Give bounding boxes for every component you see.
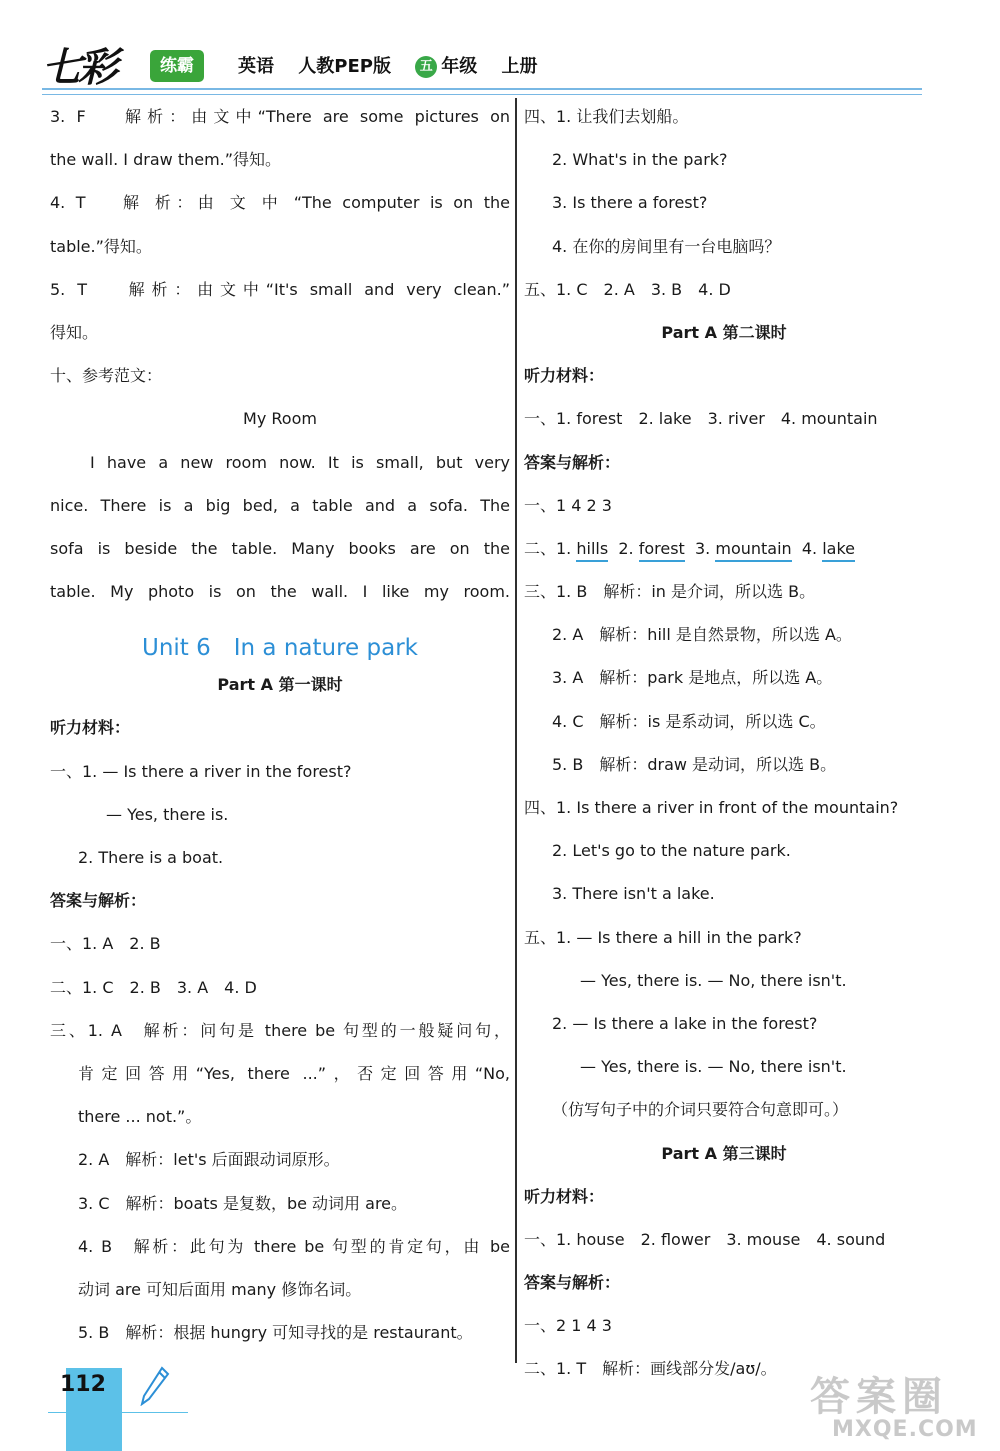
pencil-icon (140, 1366, 170, 1406)
subject-label: 英语 (238, 56, 274, 77)
text-line: — Yes, there is. (106, 804, 229, 824)
text-line: 一、1. — Is there a river in the forest? (50, 761, 352, 781)
underlined-word: mountain (715, 539, 791, 562)
section-heading: 十、参考范文： (50, 366, 163, 386)
answer-line: 2. Let's go to the nature park. (552, 841, 791, 861)
answer-line: 三、1. B 解析：in 是介词，所以选 B。 (524, 582, 816, 602)
brand-badge: 练霸 (150, 50, 204, 82)
answer-line: 五、1. C 2. A 3. B 4. D (524, 279, 731, 299)
text-line: 一、1. house 2. flower 3. mouse 4. sound (524, 1229, 886, 1249)
essay-title: My Room (243, 409, 317, 429)
header-rule (42, 88, 922, 95)
essay-line: table. My photo is on the wall. I like my room. (50, 582, 510, 602)
right-column (524, 100, 924, 1396)
watermark-logo: 答案圈 (810, 1374, 948, 1420)
section-heading: 听力材料： (524, 1186, 605, 1206)
answer-line: 二、1. C 2. B 3. A 4. D (50, 977, 257, 997)
page-number: 112 (60, 1372, 106, 1397)
edition-label: 人教PEP版 (298, 56, 391, 77)
watermark (792, 1365, 992, 1447)
answer-line: 四、1. Is there a river in front of the mountain? (524, 798, 899, 817)
answer-line: 2. A 解析：hill 是自然景物，所以选 A。 (552, 625, 852, 645)
text-line: 2. There is a boat. (78, 848, 224, 867)
column-divider (515, 98, 517, 1363)
watermark-url: MXQE.COM (832, 1417, 978, 1442)
section-heading: 听力材料： (524, 366, 605, 386)
page-header (0, 0, 1000, 95)
note-line: （仿写句子中的介词只要符合句意即可。） (552, 1100, 849, 1120)
answer-line: 5. B 解析：draw 是动词，所以选 B。 (552, 754, 837, 774)
item-number: 2. (618, 538, 634, 558)
text-line: 4. T 解 析：由 文 中 “The computer is on the (50, 193, 510, 213)
lesson-title: Part A 第一课时 (217, 675, 343, 695)
item-number: 4. (801, 538, 818, 558)
answer-line: 4. 在你的房间里有一台电脑吗？ (552, 236, 781, 256)
underlined-word: lake (822, 539, 855, 562)
text-line: 5. T 解析：由文中“It's small and very clean.” (50, 279, 510, 299)
answer-line: 2. — Is there a lake in the forest? (552, 1013, 818, 1033)
answer-line: 二、1. T 解析：画线部分发/aʊ/。 (524, 1359, 777, 1379)
section-heading: 答案与解析： (524, 452, 621, 472)
answer-line: 三、1. A 解析：问句是 there be 句型的一般疑问句， (50, 1020, 510, 1040)
answer-line-underlined (524, 532, 924, 575)
answer-line: 4. B 解析：此句为 there be 句型的肯定句，由 be (78, 1236, 510, 1256)
answer-line: 3. C 解析：boats 是复数，be 动词用 are。 (78, 1193, 408, 1213)
lesson-title: Part A 第二课时 (661, 322, 787, 342)
essay-line: sofa is beside the table. Many books are on the (50, 538, 510, 558)
answer-line: — Yes, there is. — No, there isn't. (580, 1057, 847, 1077)
answer-line: 动词 are 可知后面用 many 修饰名词。 (78, 1279, 362, 1299)
answer-line: 肯定回答用“Yes, there ...”，否定回答用“No, (78, 1063, 510, 1083)
answer-line: 一、2 1 4 3 (524, 1316, 612, 1336)
grade-label: 年级 (441, 56, 478, 77)
answer-line: 一、1. A 2. B (50, 934, 161, 954)
answer-line: there ... not.”。 (78, 1107, 202, 1127)
underlined-word: forest (639, 539, 685, 562)
left-column (50, 100, 510, 1359)
answer-line: 3. There isn't a lake. (552, 884, 715, 904)
essay-line: I have a new room now. It is small, but very (90, 452, 510, 472)
answer-line: 五、1. — Is there a hill in the park? (524, 927, 802, 947)
section-heading: 答案与解析： (524, 1273, 621, 1293)
answer-line: 4. C 解析：is 是系动词，所以选 C。 (552, 711, 826, 731)
answer-line: 5. B 解析：根据 hungry 可知寻找的是 restaurant。 (78, 1323, 473, 1343)
section-heading: 答案与解析： (50, 891, 147, 911)
grade-badge: 五 (415, 56, 437, 78)
volume-label: 上册 (501, 56, 538, 77)
unit-title: Unit 6 In a nature park (142, 635, 418, 662)
text-line: 得知。 (50, 322, 99, 342)
item-number: 3. (695, 538, 711, 558)
footer-rule (48, 1412, 188, 1413)
answer-line: 四、1. 让我们去划船。 (524, 107, 689, 126)
underlined-word: hills (576, 539, 608, 562)
answer-line: 3. A 解析：park 是地点，所以选 A。 (552, 668, 833, 688)
answer-line: 3. Is there a forest? (552, 193, 708, 213)
brand-logo: 七彩 (42, 44, 114, 91)
lesson-title: Part A 第三课时 (661, 1143, 787, 1163)
text-line: 3. F 解析：由文中“There are some pictures on (50, 107, 510, 126)
section-heading: 听力材料： (50, 718, 131, 738)
book-title (238, 52, 538, 78)
answer-line: 一、1 4 2 3 (524, 495, 612, 515)
answer-line: 2. A 解析：let's 后面跟动词原形。 (78, 1150, 340, 1170)
answer-line: — Yes, there is. — No, there isn't. (580, 970, 847, 990)
text-line: the wall. I draw them.”得知。 (50, 150, 282, 170)
answer-prefix: 二、1. (524, 538, 572, 558)
text-line: 一、1. forest 2. lake 3. river 4. mountain (524, 409, 878, 429)
text-line: table.”得知。 (50, 236, 152, 256)
essay-line: nice. There is a big bed, a table and a sofa. The (50, 495, 510, 515)
answer-line: 2. What's in the park? (552, 150, 728, 170)
